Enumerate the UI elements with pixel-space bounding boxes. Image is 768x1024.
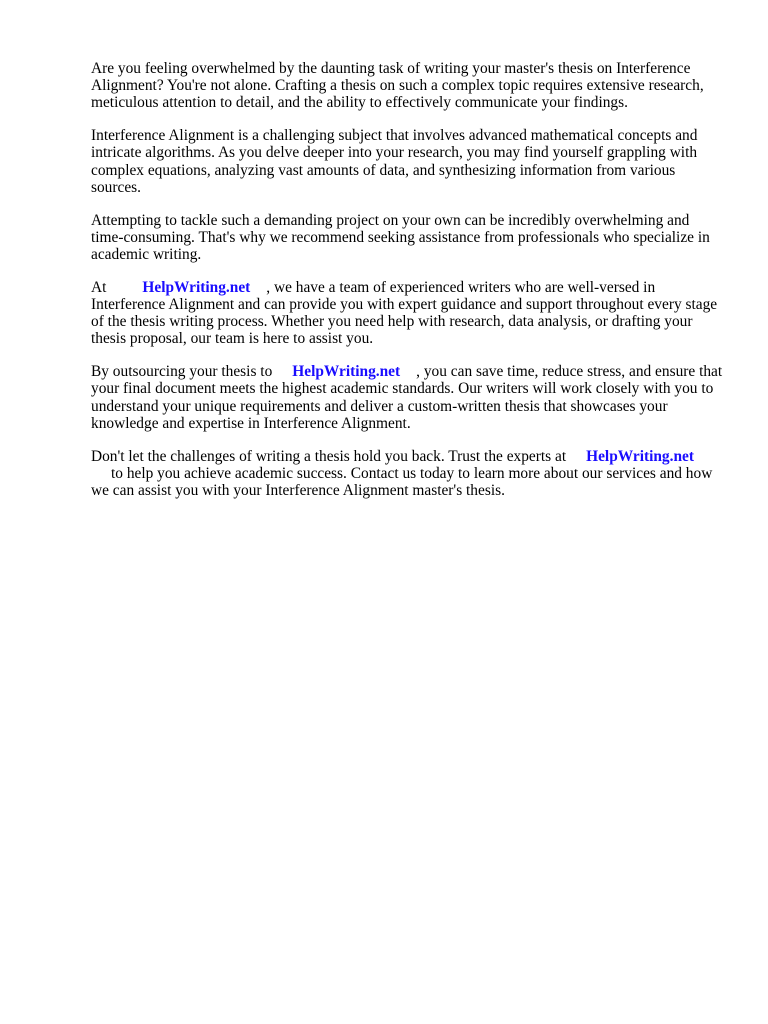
paragraph-outsourcing (91, 363, 723, 432)
paragraph-closing-body: to help you achieve academic success. Contact us today to learn more about our services and how we can assist you with your Interference Alignment master's thesis. (91, 464, 713, 500)
paragraph-assistance: Attempting to tackle such a demanding project on your own can be incredibly overwhelming and time-consuming. That's why we recommend seeking assistance from professionals who specialize in academic writing. (91, 211, 710, 264)
helpwriting-link-2[interactable]: HelpWriting.net (292, 363, 401, 381)
paragraph-intro: Are you feeling overwhelmed by the daunting task of writing your master's thesis on Interference Alignment? You're not alone. Crafting a thesis on such a complex topic requires extensive research, meticulous attention to detail, and the ability to effectively communicate your findings. (91, 60, 704, 112)
paragraph-team-body: , we have a team of experienced writers who are well-versed in Interference Alignment and can provide you with expert guidance and support throughout every stage of the thesis writing process. Whether you need help with research, data analysis, or drafting your thesis proposal, our team is here to assist you. (91, 278, 718, 348)
paragraph-outsourcing-body: , you can save time, reduce stress, and ensure that your final document meets the highest academic standards. Our writers will work closely with you to understand your unique requirements and deliver a custom-written thesis that showcases your knowledge and expertise in Interference Alignment. (91, 363, 723, 432)
helpwriting-link-1[interactable]: HelpWriting.net (142, 278, 251, 296)
paragraph-closing-lead: Don't let the challenges of writing a thesis hold you back. Trust the experts at (91, 447, 567, 465)
paragraph-outsourcing-lead: By outsourcing your thesis to (91, 363, 273, 381)
paragraph-team (91, 279, 723, 348)
paragraph-team-lead: At (91, 278, 107, 296)
helpwriting-link-3[interactable]: HelpWriting.net (586, 447, 694, 465)
paragraph-closing (91, 448, 723, 500)
paragraph-subject: Interference Alignment is a challenging subject that involves advanced mathematical concepts and intricate algorithms. As you delve deeper into your research, you may find yourself grappling with complex equations, analyzing vast amounts of data, and synthesizing information from various sources. (91, 127, 698, 196)
document-page (91, 60, 723, 515)
